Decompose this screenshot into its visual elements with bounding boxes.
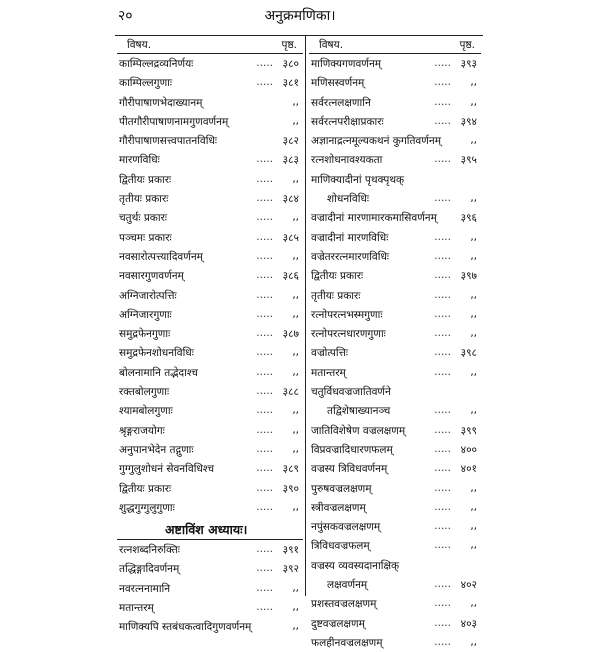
entry-page: ,,: [470, 249, 477, 262]
index-entry: [117, 228, 303, 247]
entry-title: गौरीपाषाणभेदाख्यानम्: [119, 96, 203, 109]
index-entry: [309, 93, 481, 112]
index-entry: [309, 440, 481, 459]
entry-title: दुष्टवज्रलक्षणम्: [311, 617, 365, 630]
entry-page: ३९८: [460, 347, 477, 360]
leader-dots: .....: [434, 365, 451, 378]
leader-dots: .....: [434, 635, 451, 648]
leader-dots: .....: [434, 346, 451, 359]
entry-page: ४०२: [460, 579, 477, 592]
left-column-header: [117, 36, 303, 54]
entry-page: ३८५: [282, 231, 299, 244]
entry-page: ,,: [292, 620, 299, 633]
index-entry: [309, 247, 481, 266]
entry-title: चतुर्विधवज्रजातिवर्णने: [311, 386, 391, 399]
entry-page: ,,: [470, 192, 477, 205]
entry-page: ,,: [292, 346, 299, 359]
entry-title: मतान्तरम्: [119, 602, 154, 615]
entry-title: प्रशस्तवज्रलक्षणम्: [311, 598, 377, 611]
entry-page: ,,: [292, 500, 299, 513]
entry-title: फलहीनवज्रलक्षणम्: [311, 636, 383, 649]
entry-page: ,,: [470, 76, 477, 89]
index-entry: [117, 54, 303, 73]
entry-page: ३९९: [460, 424, 477, 437]
leader-dots: .....: [434, 57, 451, 69]
entry-title: द्वितीयः प्रकारः: [311, 270, 364, 283]
index-entry: [309, 170, 481, 189]
page-label: पृष्ठ.: [281, 39, 297, 51]
entry-page: ,,: [470, 635, 477, 648]
entry-title: वज्रस्य व्यवस्यदानाक्षिक्: [311, 559, 400, 572]
leader-dots: .....: [434, 249, 451, 262]
leader-dots: .....: [256, 76, 273, 89]
leader-dots: .....: [256, 249, 273, 262]
entry-title: नपुंसकवज्रलक्षणम्: [311, 521, 381, 534]
chapter-heading-text: अष्टाविंश अध्यायः।: [165, 522, 248, 538]
index-entry: [117, 150, 303, 169]
entry-title: तद्विशेषाख्यानञ्च: [327, 405, 391, 418]
leader-dots: .....: [434, 597, 451, 610]
index-entry: [117, 286, 303, 305]
entry-page: ३९५: [460, 154, 477, 167]
index-entry: [309, 150, 481, 169]
entry-title: बोलनामानि तद्भेदाश्च: [119, 366, 198, 379]
index-entry: [309, 228, 481, 247]
index-entry: [309, 266, 481, 285]
entry-page: ३९६: [460, 212, 477, 225]
entry-title: शुद्धगुग्गुलुगुणाः: [119, 501, 175, 514]
leader-dots: .....: [256, 442, 273, 455]
index-entry: [117, 401, 303, 420]
entry-title: गौरीपाषाणसत्त्वपातनविधिः: [119, 135, 218, 148]
entry-title: तद्धिङ्गादिवर्णनम्: [119, 563, 180, 576]
entry-page: ३८८: [282, 386, 299, 399]
leader-dots: .....: [256, 230, 273, 243]
entry-title: रत्नशोधनावश्यकता: [311, 154, 383, 167]
index-entry: [309, 286, 481, 305]
entry-page: ,,: [292, 172, 299, 185]
leader-dots: .....: [256, 57, 273, 69]
leader-dots: .....: [256, 346, 273, 359]
index-entry: [309, 421, 481, 440]
entry-page: ,,: [470, 134, 477, 147]
leader-dots: .....: [256, 423, 273, 436]
index-entry: [117, 266, 303, 285]
index-entry: [309, 459, 481, 478]
entry-title: काम्पिल्लगुणाः: [119, 77, 173, 90]
entry-page: ३९२: [282, 563, 299, 576]
index-entry: [117, 189, 303, 208]
entry-title: स्त्रीवज्रलक्षणम्: [311, 501, 366, 514]
leader-dots: .....: [256, 211, 273, 224]
entry-page: ,,: [292, 114, 299, 127]
entry-title: रत्नशब्दनिरुक्तिः: [119, 544, 180, 557]
entry-page: ३८९: [282, 463, 299, 476]
index-entry: [309, 401, 481, 420]
leader-dots: .....: [434, 288, 451, 301]
entry-page: ३८१: [282, 77, 299, 90]
index-entry: [309, 556, 481, 575]
entry-page: ,,: [292, 581, 299, 594]
leader-dots: .....: [256, 288, 273, 301]
leader-dots: .....: [434, 539, 451, 552]
index-entry: [117, 421, 303, 440]
entry-title: श्रृङ्गराजयोगः: [119, 424, 165, 437]
entry-title: सर्वरत्नलक्षणानि: [311, 96, 371, 109]
entry-title: समुद्रफेनगुणाः: [119, 328, 171, 341]
entry-page: ,,: [292, 404, 299, 417]
entry-title: पुरुषवज्रलक्षणम्: [311, 482, 372, 495]
entry-title: पीतगौरीपाषाणनामगुणवर्णनम्: [119, 115, 229, 128]
index-entry: [309, 363, 481, 382]
entry-page: ,,: [470, 230, 477, 243]
entry-title: चतुर्थः प्रकारः: [119, 212, 167, 225]
leader-dots: .....: [434, 520, 451, 533]
leader-dots: .....: [434, 76, 451, 89]
entry-page: ,,: [470, 95, 477, 108]
subject-label: विषय.: [127, 39, 152, 51]
index-entry: [117, 617, 303, 636]
entry-title: द्वितीयः प्रकारः: [119, 173, 172, 186]
leader-dots: .....: [256, 192, 273, 205]
page-number: २०: [118, 8, 133, 24]
index-entry: [117, 598, 303, 617]
entry-page: ३८६: [282, 270, 299, 283]
index-entry: [309, 498, 481, 517]
right-column-header: [309, 36, 481, 54]
right-column: [309, 36, 481, 652]
leader-dots: .....: [434, 442, 451, 455]
leader-dots: .....: [256, 153, 273, 166]
entry-title: वज्रोत्पत्तिः: [311, 347, 348, 360]
index-entry: [309, 594, 481, 613]
entry-page: ३८०: [282, 58, 299, 70]
entry-page: ,,: [292, 249, 299, 262]
entry-page: ,,: [470, 404, 477, 417]
entry-page: ,,: [292, 307, 299, 320]
leader-dots: .....: [256, 581, 273, 594]
index-entry: [309, 324, 481, 343]
leader-dots: .....: [256, 385, 273, 398]
index-entry: [309, 73, 481, 92]
entry-page: ४०३: [460, 617, 477, 630]
entry-title: शोधनविधिः: [327, 193, 369, 206]
entry-page: ,,: [292, 288, 299, 301]
entry-title: समुद्रफेनशोधनविधिः: [119, 347, 194, 360]
entry-page: ,,: [292, 442, 299, 455]
index-entry: [117, 324, 303, 343]
leader-dots: .....: [434, 307, 451, 320]
entry-page: ,,: [292, 95, 299, 108]
index-entry: [117, 559, 303, 578]
index-entry: [309, 131, 481, 150]
index-entry: [117, 208, 303, 227]
entry-title: नवसारोत्पत्त्यादिवर्णनम्: [119, 250, 203, 263]
leader-dots: .....: [256, 307, 273, 320]
leader-dots: .....: [256, 481, 273, 494]
index-entry: [117, 498, 303, 517]
entry-page: ,,: [470, 327, 477, 340]
entry-title: पञ्चमः प्रकारः: [119, 231, 172, 244]
index-table: [115, 35, 483, 649]
page-title: अनुक्रमणिका।: [264, 8, 336, 24]
page-header: [0, 4, 600, 26]
entry-title: विप्रवज्रादिधारणफलम्: [311, 443, 393, 456]
index-entry: [117, 363, 303, 382]
entry-title: मारणविधिः: [119, 154, 160, 167]
leader-dots: .....: [256, 601, 273, 614]
index-entry: [117, 540, 303, 559]
leader-dots: .....: [256, 562, 273, 575]
leader-dots: .....: [434, 404, 451, 417]
index-entry: [309, 208, 481, 227]
entry-title: श्यामबोलगुणाः: [119, 405, 173, 418]
entry-title: माणिक्यादीनां पृथक्पृथक्: [311, 173, 405, 186]
entry-title: माणिक्यपि स्तबंधकत्वादिगुणवर्णनम्: [119, 621, 252, 634]
index-entry: [117, 170, 303, 189]
entry-page: ,,: [470, 481, 477, 494]
leader-dots: .....: [434, 153, 451, 166]
index-entry: [117, 131, 303, 150]
leader-dots: .....: [256, 462, 273, 475]
index-entry: [117, 440, 303, 459]
entry-title: अनुपानभेदेन तद्गुणाः: [119, 443, 194, 456]
entry-title: अज्ञानाद्रत्नमूल्यकथनं कुगतिवर्णनम्: [311, 135, 441, 148]
entry-page: ,,: [292, 365, 299, 378]
entry-page: ३९०: [282, 482, 299, 495]
index-entry: [117, 459, 303, 478]
leader-dots: .....: [434, 95, 451, 108]
entry-page: ३८२: [282, 135, 299, 148]
entry-page: ,,: [470, 500, 477, 513]
entry-title: लक्षवर्णनम्: [327, 579, 368, 592]
entry-page: ३८४: [282, 193, 299, 206]
entry-title: जातिविशेषेण वज्रलक्षणम्: [311, 424, 406, 437]
leader-dots: .....: [256, 172, 273, 185]
entry-title: रक्तबोलगुणाः: [119, 386, 170, 399]
leader-dots: .....: [434, 578, 451, 591]
column-divider: [305, 36, 306, 596]
entry-page: ३९१: [282, 544, 299, 557]
entry-page: ३९७: [460, 270, 477, 283]
index-entry: [309, 54, 481, 73]
index-entry: [309, 536, 481, 555]
index-entry: [117, 93, 303, 112]
entry-title: माणिक्यगणवर्णनम्: [311, 58, 382, 70]
leader-dots: .....: [434, 269, 451, 282]
leader-dots: .....: [434, 616, 451, 629]
index-entry: [117, 382, 303, 401]
entry-title: द्वितीयः प्रकारः: [119, 482, 172, 495]
chapter-heading: [117, 517, 303, 540]
entry-page: ,,: [470, 307, 477, 320]
index-entry: [309, 343, 481, 362]
index-entry: [309, 614, 481, 633]
entry-title: नवसारगुणवर्णनम्: [119, 270, 184, 283]
leader-dots: .....: [256, 327, 273, 340]
entry-title: वज्रेतररत्नमारणविधिः: [311, 250, 390, 263]
entry-page: ,,: [470, 597, 477, 610]
index-entry: [117, 343, 303, 362]
subject-label: विषय.: [319, 39, 344, 51]
index-entry: [309, 517, 481, 536]
entry-page: ,,: [470, 520, 477, 533]
leader-dots: .....: [434, 423, 451, 436]
left-column: [117, 36, 303, 637]
index-entry: [309, 575, 481, 594]
leader-dots: .....: [256, 500, 273, 513]
index-entry: [117, 579, 303, 598]
entry-title: गुग्गुलुशोधनं सेवनविधिश्च: [119, 463, 215, 476]
leader-dots: .....: [434, 192, 451, 205]
entry-title: काम्पिल्लद्रव्यनिर्णयः: [119, 58, 194, 70]
entry-title: मणिसस्वर्णनम्: [311, 77, 365, 90]
page-label: पृष्ठ.: [459, 39, 475, 51]
leader-dots: .....: [434, 327, 451, 340]
index-entry: [309, 382, 481, 401]
leader-dots: .....: [256, 269, 273, 282]
index-entry: [309, 479, 481, 498]
index-entry: [309, 633, 481, 652]
leader-dots: .....: [434, 230, 451, 243]
index-entry: [309, 305, 481, 324]
entry-title: त्रिविधवज्रफलम्: [311, 540, 370, 553]
leader-dots: .....: [256, 404, 273, 417]
entry-page: ,,: [470, 288, 477, 301]
index-entry: [309, 112, 481, 131]
entry-title: मतान्तरम्: [311, 366, 346, 379]
entry-page: ३९४: [460, 115, 477, 128]
index-entry: [117, 247, 303, 266]
leader-dots: .....: [434, 481, 451, 494]
entry-page: ,,: [470, 539, 477, 552]
entry-title: नवरत्ननामानि: [119, 582, 171, 595]
entry-page: ३८७: [282, 328, 299, 341]
entry-page: ३९३: [460, 58, 477, 70]
entry-title: रत्नोपरत्नभस्मगुणाः: [311, 308, 383, 321]
index-entry: [117, 73, 303, 92]
entry-title: वज्रस्य त्रिविधवर्णनम्: [311, 463, 388, 476]
entry-title: सर्वरत्नपरीक्षाप्रकारः: [311, 115, 384, 128]
index-entry: [117, 112, 303, 131]
leader-dots: .....: [434, 462, 451, 475]
entry-title: रत्नोपरत्नधारणगुणाः: [311, 328, 386, 341]
entry-title: अग्निजारगुणाः: [119, 308, 172, 321]
entry-page: ,,: [292, 423, 299, 436]
index-entry: [309, 189, 481, 208]
leader-dots: .....: [434, 500, 451, 513]
entry-title: वज्रादीनां मारणविधिः: [311, 231, 389, 244]
entry-page: ३८३: [282, 154, 299, 167]
entry-page: ४०१: [460, 463, 477, 476]
entry-title: वज्रादीनां मारणामारकमासिवर्णनम्: [311, 212, 437, 225]
leader-dots: .....: [256, 365, 273, 378]
entry-title: तृतीयः प्रकारः: [311, 289, 361, 302]
leader-dots: .....: [434, 114, 451, 127]
entry-page: ४००: [460, 443, 477, 456]
index-entry: [117, 479, 303, 498]
leader-dots: .....: [256, 543, 273, 556]
entry-page: ,,: [292, 211, 299, 224]
entry-title: अग्निजारोत्पत्तिः: [119, 289, 177, 302]
entry-page: ,,: [292, 601, 299, 614]
entry-page: ,,: [470, 365, 477, 378]
entry-title: तृतीयः प्रकारः: [119, 193, 169, 206]
index-entry: [117, 305, 303, 324]
